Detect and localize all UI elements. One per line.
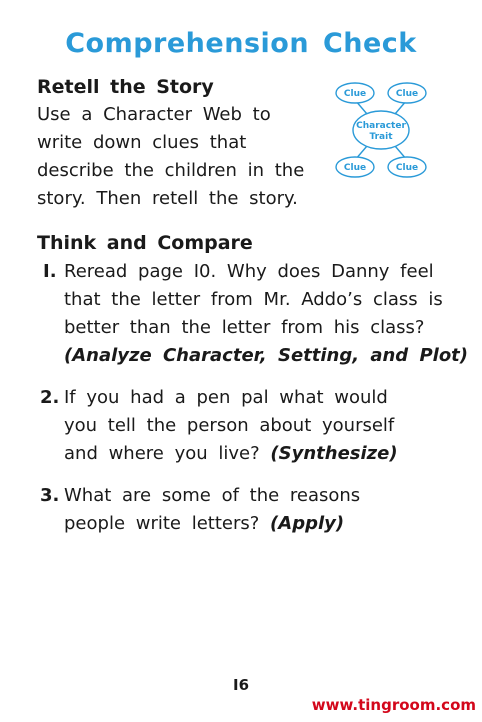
question-1-number: I. (43, 261, 57, 282)
retell-line-2: write down clues that (37, 132, 247, 153)
question-2-line-1: If you had a pen pal what would (64, 387, 388, 408)
watermark-url: www.tingroom.com (311, 696, 476, 714)
character-web-diagram (331, 78, 431, 184)
retell-line-3: describe the children in the (37, 160, 305, 181)
character-trait-label-2: Trait (369, 132, 393, 142)
retell-line-1: Use a Character Web to (37, 104, 271, 125)
question-1-line-1: Reread page I0. Why does Danny feel (64, 261, 434, 282)
question-2-line-3 (64, 443, 398, 464)
question-3-line-1: What are some of the reasons (64, 485, 361, 506)
retell-heading: Retell the Story (37, 76, 214, 98)
question-2-number: 2. (40, 387, 60, 408)
question-2-skill-tag: (Synthesize) (270, 443, 398, 464)
question-2-line-2: you tell the person about yourself (64, 415, 395, 436)
clue-label: Clue (343, 163, 367, 173)
page-number: I6 (232, 676, 250, 694)
question-3-line-2 (64, 513, 344, 534)
page-title: Comprehension Check (65, 28, 417, 59)
clue-label: Clue (343, 89, 367, 99)
question-1-skill-tag: (Analyze Character, Setting, and Plot) (64, 345, 469, 366)
character-trait-label-1: Character (356, 121, 406, 131)
question-2-line-3-text: and where you live? (64, 443, 260, 464)
think-heading: Think and Compare (37, 232, 253, 254)
question-3-line-2-text: people write letters? (64, 513, 260, 534)
retell-line-4: story. Then retell the story. (37, 188, 298, 209)
question-1-line-2: that the letter from Mr. Addo’s class is (64, 289, 443, 310)
question-3-skill-tag: (Apply) (270, 513, 345, 534)
clue-label: Clue (395, 163, 419, 173)
question-3-number: 3. (40, 485, 60, 506)
question-1-line-3: better than the letter from his class? (64, 317, 425, 338)
clue-label: Clue (395, 89, 419, 99)
